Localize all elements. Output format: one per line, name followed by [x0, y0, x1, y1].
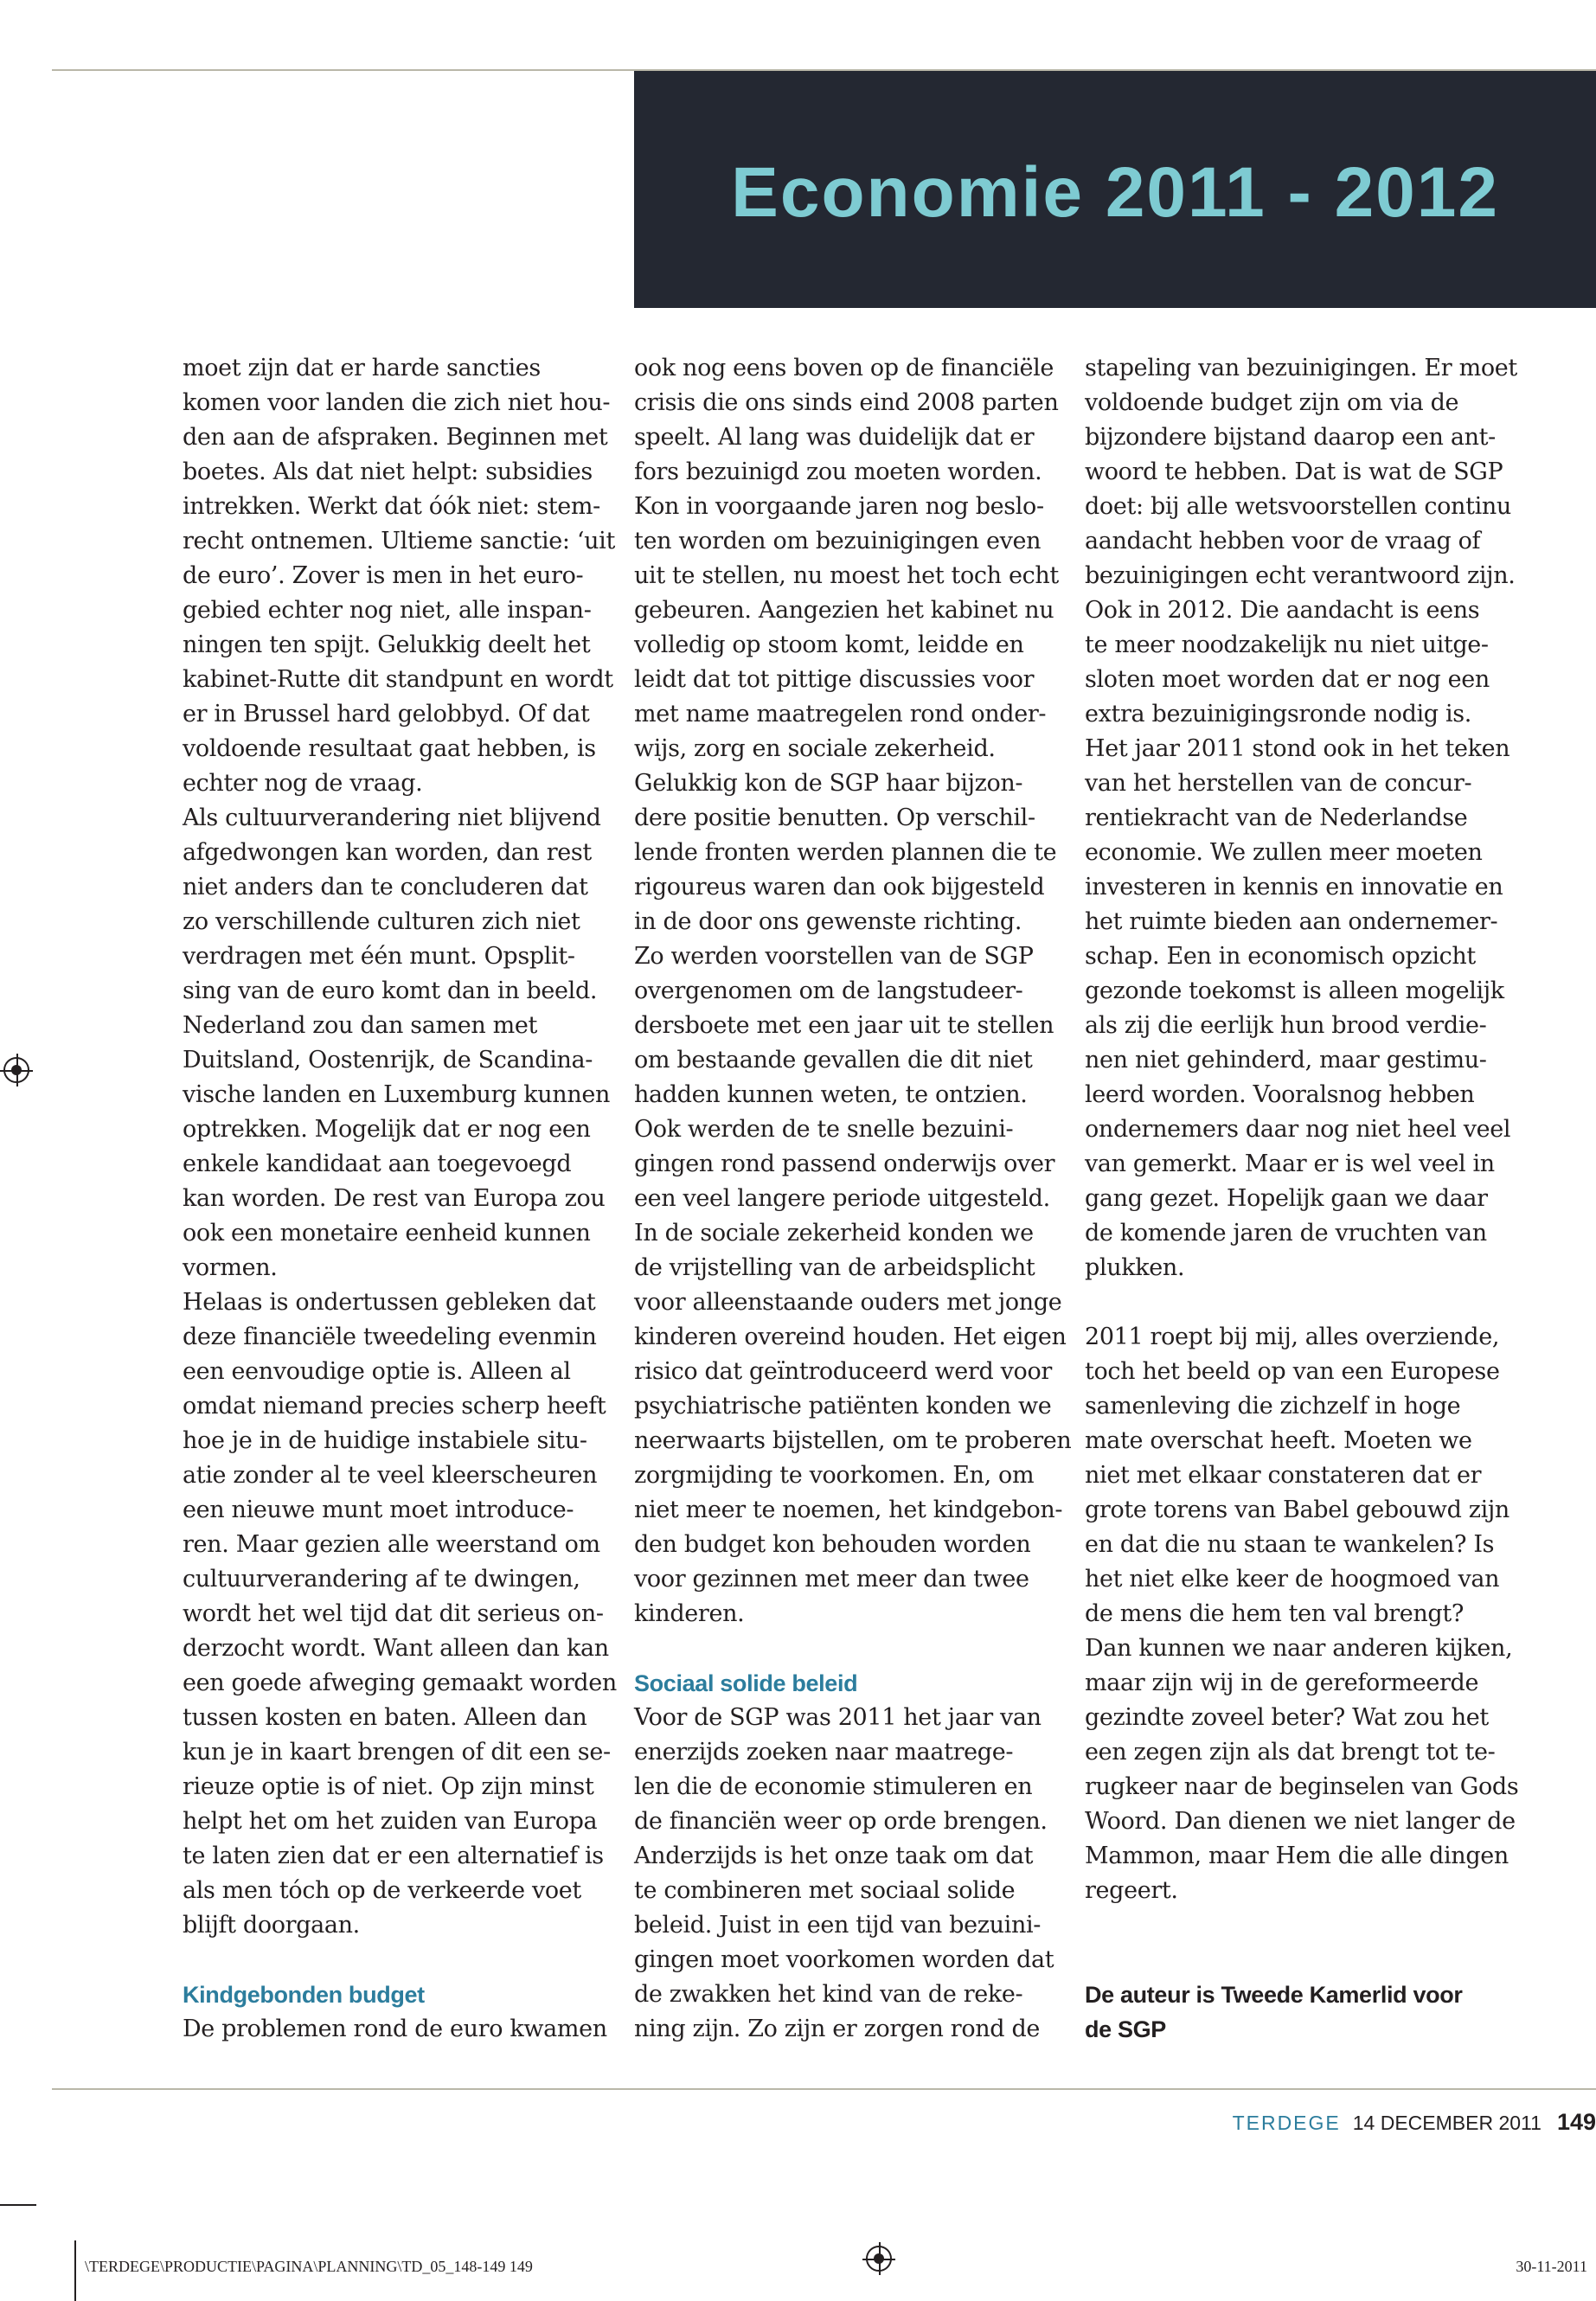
- section-heading-sociaal-solide-beleid: Sociaal solide beleid: [634, 1670, 858, 1696]
- paragraph: De problemen rond de euro kwamen: [183, 2016, 607, 2042]
- print-slug-date: 30-11-2011: [1516, 2258, 1587, 2275]
- bottom-rule: [52, 2088, 1596, 2090]
- crop-mark: [74, 2240, 76, 2301]
- page-footer: [1233, 2109, 1596, 2136]
- paragraph: Zo werden voorstellen van de SGP overgenomen om de langstudeer- dersboete met een jaar uit te stellen om bestaande gevallen die dit niet hadden kunnen weten, te ontzien. Ook werden de te snelle bezuini- gingen rond passend onderwijs over een veel langere periode uitgesteld. In de sociale zekerheid konden we de vrijstelling van de arbeidsplicht voor alleenstaande ouders met jonge kinderen overeind houden. Het eigen risico dat geïntroduceerd werd voor psychiatrische patiënten konden we neerwaarts bijstellen, om te proberen zorgmijding te voorkomen. En, om niet meer te noemen, het kindgebon- den budget kon behouden worden voor gezinnen met meer dan twee kinderen.: [634, 943, 1072, 1627]
- column-1: [183, 351, 624, 2047]
- paragraph: moet zijn dat er harde sancties komen voor landen die zich niet hou- den aan de afspraken. Beginnen met boetes. Als dat niet helpt: subsidies intrekken. Werkt dat óók niet: stem- recht ontnemen. Ultieme sanctie: ‘uit de euro’. Zover is men in het euro- gebied echter nog niet, alle inspan- ningen ten spijt. Gelukkig deelt het kabinet-Rutte dit standpunt en wordt er in Brussel hard gelobbyd. Of dat voldoende resultaat gaat hebben, is echter nog de vraag.: [183, 355, 615, 797]
- page-title: Economie 2011 - 2012: [731, 153, 1499, 232]
- paragraph: Voor de SGP was 2011 het jaar van enerzijds zoeken naar maatrege- len die de economie stimuleren en de financiën weer op orde brengen. Anderzijds is het onze taak om dat te combineren met sociaal solide beleid. Juist in een tijd van bezuini- gingen moet voorkomen worden dat de zwakken het kind van de reke- ning zijn. Zo zijn er zorgen rond de: [634, 1704, 1054, 2042]
- paragraph: stapeling van bezuinigingen. Er moet voldoende budget zijn om via de bijzondere bijstand daarop een ant- woord te hebben. Dat is wat de SGP doet: bij alle wetsvoorstellen continu aandacht hebben voor de vraag of bezuinigingen echt verantwoord zijn. Ook in 2012. Die aandacht is eens te meer noodzakelijk nu niet uitge- sloten moet worden dat er nog een extra bezuinigingsronde nodig is.: [1085, 355, 1517, 727]
- print-slug-path: \TERDEGE\PRODUCTIE\PAGINA\PLANNING\TD_05_148-149 149: [85, 2258, 533, 2275]
- paragraph: Helaas is ondertussen gebleken dat deze financiële tweedeling evenmin een eenvoudige optie is. Alleen al omdat niemand precies scherp heeft hoe je in de huidige instabiele situ- atie zonder al te veel kleerscheuren een nieuwe munt moet introduce- ren. Maar gezien alle weerstand om cultuurverandering af te dwingen, wordt het wel tijd dat dit serieus on- derzocht wordt. Want alleen dan kan een goede afweging gemaakt worden tussen kosten en baten. Alleen dan kun je in kaart brengen of dit een se- rieuze optie is of niet. Op zijn minst helpt het om het zuiden van Europa te laten zien dat er een alternatief is als men tóch op de verkeerde voet blijft doorgaan.: [183, 1289, 617, 1939]
- paragraph: ook nog eens boven op de financiële crisis die ons sinds eind 2008 parten speelt. Al lang was duidelijk dat er fors bezuinigd zou moeten worden. Kon in voorgaande jaren nog beslo- ten worden om bezuinigingen even uit te stellen, nu moest het toch echt gebeuren. Aangezien het kabinet nu volledig op stoom komt, leidde en leidt dat tot pittige discussies voor met name maatregelen rond onder- wijs, zorg en sociale zekerheid. Gelukkig kon de SGP haar bijzon- dere positie benutten. Op verschil- lende fronten werden plannen die te rigoureus waren dan ook bijgesteld in de door ons gewenste richting.: [634, 355, 1059, 935]
- paragraph: Het jaar 2011 stond ook in het teken van het herstellen van de concur- rentiekracht van de Nederlandse economie. We zullen meer moeten investeren in kennis en innovatie en het ruimte bieden aan ondernemer- schap. Een in economisch opzicht gezonde toekomst is alleen mogelijk als zij die eerlijk hun brood verdie- nen niet gehinderd, maar gestimu- leerd worden. Vooralsnog hebben ondernemers daar nog niet heel veel van gemerkt. Maar er is wel veel in gang gezet. Hopelijk gaan we daar de komende jaren de vruchten van plukken.: [1085, 735, 1511, 1281]
- crop-mark: [0, 2204, 36, 2206]
- author-note: De auteur is Tweede Kamerlid voor de SGP: [1085, 1982, 1463, 2042]
- page-number: 149: [1556, 2109, 1596, 2135]
- section-heading-kindgebonden-budget: Kindgebonden budget: [183, 1982, 425, 2008]
- paragraph: 2011 roept bij mij, alles overziende, toch het beeld op van een Europese samenleving die zichzelf in hoge mate overschat heeft. Moeten we niet met elkaar constateren dat er grote torens van Babel gebouwd zijn en dat die nu staan te wankelen? Is het niet elke keer de hoogmoed van de mens die hem ten val brengt? Dan kunnen we naar anderen kijken, maar zijn wij in de gereformeerde gezindte zoveel beter? Wat zou het een zegen zijn als dat brengt tot te- rugkeer naar de beginselen van Gods Woord. Dan dienen we niet langer de Mammon, maar Hem die alle dingen regeert.: [1085, 1324, 1519, 1904]
- magazine-name: TERDEGE: [1232, 2112, 1341, 2134]
- registration-mark-icon: [3, 1057, 29, 1083]
- registration-mark-icon: [866, 2246, 892, 2272]
- issue-date: 14 DECEMBER 2011: [1352, 2112, 1542, 2134]
- column-2: [634, 351, 1075, 2047]
- paragraph: Als cultuurverandering niet blijvend afgedwongen kan worden, dan rest niet anders dan te concluderen dat zo verschillende culturen zich niet verdragen met één munt. Opsplit- sing van de euro komt dan in beeld. Nederland zou dan samen met Duitsland, Oostenrijk, de Scandina- vische landen en Luxemburg kunnen optrekken. Mogelijk dat er nog een enkele kandidaat aan toegevoegd kan worden. De rest van Europa zou ook een monetaire eenheid kunnen vormen.: [183, 804, 611, 1281]
- column-3: [1085, 351, 1526, 2047]
